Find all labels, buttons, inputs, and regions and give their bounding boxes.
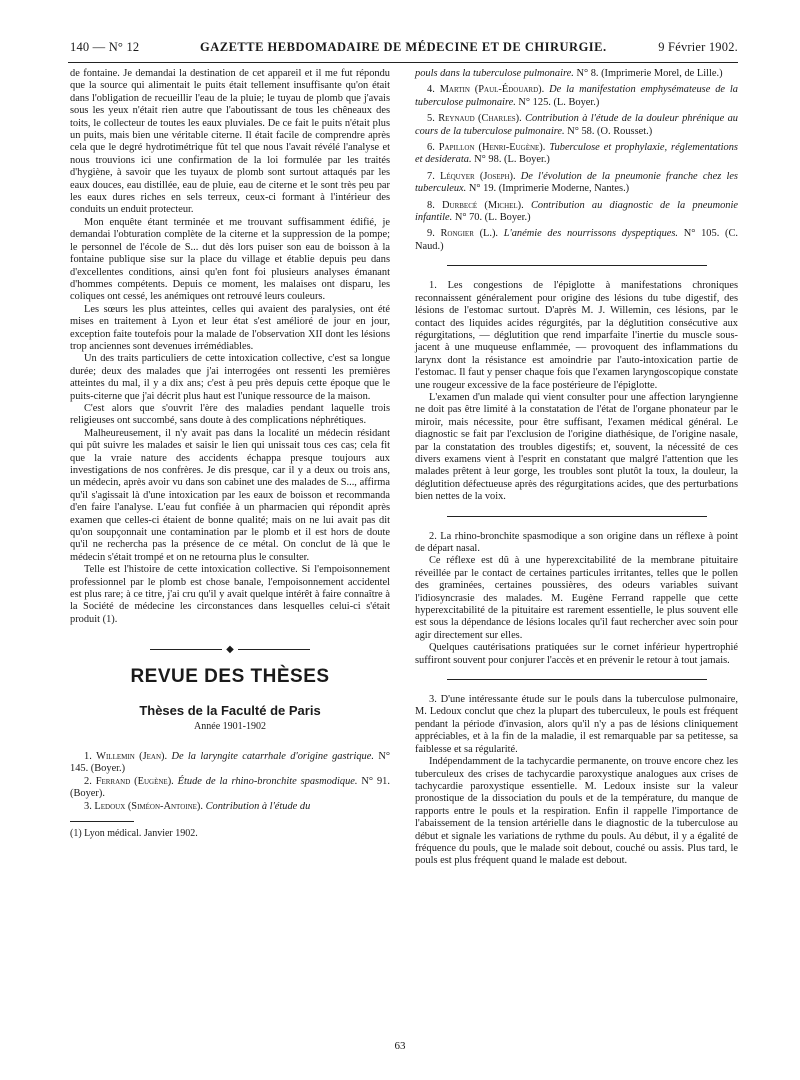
divider-rule	[447, 679, 707, 680]
paragraph: Mon enquête étant terminée et me trouvant suffisamment édifié, je demandai l'obturation complète de la citerne et la suppression de la pompe; le personnel de l'école de S... dut dès lors puiser son eau de boisson à la fontaine publique sise sur la place du village et établie depuis peu dans d'excellentes conditions, ainsi qu'en font foi plusieurs analyses émanant d'hommes compétents. Depuis ce moment, les malaises ont disparu, les coliques ont cessé, les anémiques ont retrouvé leurs couleurs.	[70, 216, 390, 303]
header-date: 9 Février 1902.	[658, 40, 738, 54]
theses-list-continued	[415, 68, 738, 253]
thesis-entry: 9. Rongier (L.). L'anémie des nourrissons dyspeptiques. N° 105. (C. Naud.)	[415, 228, 738, 252]
page-number: 63	[394, 1040, 406, 1052]
footnote: (1) Lyon médical. Janvier 1902.	[70, 827, 198, 839]
section-ornament: ◆	[70, 644, 390, 656]
header-issue: 140 — N° 12	[70, 40, 140, 54]
footnote-rule	[70, 821, 134, 822]
paragraph: L'examen d'un malade qui vient consulter pour une affection laryngienne ne doit pas être limité à la constatation de l'état de l'organe phonateur par le miroir, mais nécessite, pour être suffisant, l'examen médical général. Le diagnostic se fait par l'exclusion de l'origine diathésique, de l'origine nasale, par la constatation des troubles digestifs; et, souvent, la nécessité de ces divers examens vient à l'esprit en constatant que malgré l'attention que les malades prêtent à leur gorge, les troubles sont plutôt la toux, la douleur, la déglutition défectueuse après des régurgitations acides, que des perturbations bien nettes de la voix.	[415, 391, 738, 503]
paragraph: Ce réflexe est dû à une hyperexcitabilité de la membrane pituitaire réveillée par le contact de certaines particules irritantes, telles que le pollen des graminées, certaines poussières, des odeurs variables suivant l'idiosyncrasie des malades. M. Eugène Ferrand rappelle que cette hyperexcitabilité de la pituitaire est rarement essentielle, le plus souvent elle est sous la dépendance de lésions locales qu'il faut rechercher avec soin pour agir directement sur elles.	[415, 555, 738, 641]
thesis-entry: 3. Ledoux (Siméon-Antoine). Contribution à l'étude du	[84, 800, 311, 812]
paragraph: de fontaine. Je demandai la destination de cet appareil et il me fut répondu que la source qui alimentait le puits était tellement insuffisante qu'on était dans l'obligation de recueillir l'eau de la pluie; le tuyau de plomb que j'avais sous les yeux n'était rien autre que l'aboutissant de tous les chêneaux des toits, le collecteur de toutes les eaux pluviales. De ce fait le puits n'était plus un puits, mais bien une véritable citerne. Il était facile de comprendre après cela que le degré hydrotimétrique fût tel que nous l'avait révélé l'analyse et nous trouvions ici une confirmation de la loi formulée par les traités d'hygiène, à savoir que les tuyaux de plomb sont surtout attaqués par les eaux douces, eau distillée, eau de pluie, eau de citerne et le sont très peu par les eaux dures riches en sels terreux, ceux-ci formant à l'intérieur des conduits un enduit protecteur.	[70, 68, 390, 216]
subsection-year: Année 1901-1902	[194, 720, 266, 732]
paragraph: Indépendamment de la tachycardie permanente, on trouve encore chez les tuberculeux des crises de tachycardie paroxystique analogues aux crises de tachycardie paroxystique essentielle. M. Ledoux insiste sur la valeur pronostique de la dissociation du pouls et de la température, du manque de rapports entre le pouls et la respiration. Enfin il rappelle l'importance de l'abaissement de la tension artérielle dans le diagnostic de la tuberculose au début et signale les variations de rythme du pouls. Au début, il y a égalité de fréquence du pouls, que le malade soit debout, couché ou assis. Plus tard, le pouls est plus fréquent quand le malade est debout.	[415, 756, 738, 867]
paragraph: C'est alors que s'ouvrit l'ère des maladies pendant laquelle trois religieuses ont succombé, sans doute à des complications néphrétiques.	[70, 402, 390, 427]
thesis-entry: 4. Martin (Paul-Édouard). De la manifestation emphysémateuse de la tuberculose pulmonaire. N° 125. (L. Boyer.)	[415, 84, 738, 108]
thesis-entry: 5. Reynaud (Charles). Contribution à l'étude de la douleur phrénique au cours de la tuberculose pulmonaire. N° 58. (O. Rousset.)	[415, 113, 738, 137]
section-title: REVUE DES THÈSES	[130, 665, 330, 687]
paragraph: Quelques cautérisations pratiquées sur le cornet inférieur hypertrophié suffiront souvent pour conjurer l'accès et en prévenir le retour à tout jamais.	[415, 642, 738, 666]
running-header	[70, 40, 738, 58]
paragraph: Les sœurs les plus atteintes, celles qui avaient des paralysies, ont été mises en traitement à Lyon et leur état s'est amélioré de jour en jour, exception faite toutefois pour la malade de l'observation XII dont les lésions trop anciennes sont devenues irrémédiables.	[70, 303, 390, 352]
thesis-entry: 1. Willemin (Jean). De la laryngite catarrhale d'origine gastrique. N° 145. (Boyer.)	[70, 750, 390, 775]
paragraph: 3. D'une intéressante étude sur le pouls dans la tuberculose pulmonaire, M. Ledoux conclut que chez la plupart des tuberculeux, le pouls est fréquent pendant la période d'invasion, alors qu'il n'y a pas de lésions cliniquement appréciables, et à la fin de la maladie, il est remarquable par sa petitesse, sa faiblesse et sa régularité.	[415, 694, 738, 755]
subsection-title: Thèses de la Faculté de Paris	[139, 703, 321, 719]
thesis-entry: 7. Léquyer (Joseph). De l'évolution de la pneumonie franche chez les tuberculeux. N° 19. (Imprimerie Moderne, Nantes.)	[415, 170, 738, 195]
left-column	[70, 68, 390, 840]
paragraph: 2. La rhino-bronchite spasmodique a son origine dans un réflexe à point de départ nasal.	[415, 530, 738, 554]
paragraph: 1. Les congestions de l'épiglotte à manifestations chroniques reconnaissent généralement pour origine des lésions du tube digestif, des lésions de l'estomac surtout. D'après M. J. Willemin, ces lésions, par le contact des liquides acides régurgités, par la déglutition consécutive aux régurgitations, — déglutition que rend imparfaite l'inertie du muscle sous-jacent à une muqueuse enflammée, — provoquent des inflammations du larynx dont la résistance est amoindrie par l'auto-intoxication partie de l'estomac. Il faut y penser chaque fois que l'examen laryngoscopique constate une rougeur excessive de la face postérieure de l'épiglotte.	[415, 280, 738, 391]
header-journal-title: GAZETTE HEBDOMADAIRE DE MÉDECINE ET DE CHIRURGIE.	[200, 40, 607, 54]
paragraph: Un des traits particuliers de cette intoxication collective, c'est sa longue durée; deux des malades que j'ai interrogées ont ressenti les premières atteintes du mal, il y a dix ans; c'est à peu près depuis cette époque que le puits-citerne que j'ai décrit plus haut est l'unique ressource de la maison.	[70, 353, 390, 402]
thesis-entry: 2. Ferrand (Eugène). Étude de la rhino-bronchite spasmodique. N° 91. (Boyer).	[70, 775, 390, 800]
paragraph: Telle est l'histoire de cette intoxication collective. Si l'empoisonnement professionnel par le plomb est chose banale, l'empoisonnement accidentel est plus rare; à ce titre, j'ai cru qu'il y avait quelque intérêt à faire connaître à la Société de médecine les circonstances dans lesquelles celui-ci s'était produit (1).	[70, 564, 390, 625]
thesis-entry: pouls dans la tuberculose pulmonaire. N° 8. (Imprimerie Morel, de Lille.)	[415, 68, 723, 79]
divider-rule	[447, 265, 707, 266]
paragraph: Malheureusement, il n'y avait pas dans la localité un médecin résidant qui pût suivre les malades et saisir le lien qui unissait tous ces cas; cela fit que la vraie nature des accidents échappa presque toujours aux investigations de nos confrères. Je dis presque, car il y a deux ou trois ans, un médecin, après avoir vu dans son cabinet une des malades de S..., affirma qu'il s'agissait là d'une intoxication par les eaux de boisson et recommanda d'en faire l'analyse. L'eau fut confiée à un pharmacien qui répondit après examen que celles-ci étaient de bonne qualité; mais on ne lui avait pas dit qu'on soupçonnait une contamination par le plomb et il est hors de doute qu'il ne rechercha pas la présence de ce métal. On conclut de là que le médecin s'était trompé et on ne retourna plus le consulter.	[70, 427, 390, 563]
thesis-entry: 8. Durbecé (Michel). Contribution au diagnostic de la pneumonie infantile. N° 70. (L. Boyer.)	[415, 199, 738, 224]
divider-rule	[447, 516, 707, 517]
right-column	[415, 68, 738, 868]
header-rule	[68, 62, 738, 63]
thesis-entry: 6. Papillon (Henri-Eugène). Tuberculose et prophylaxie, réglementations et desiderata. N° 98. (L. Boyer.)	[415, 142, 738, 166]
